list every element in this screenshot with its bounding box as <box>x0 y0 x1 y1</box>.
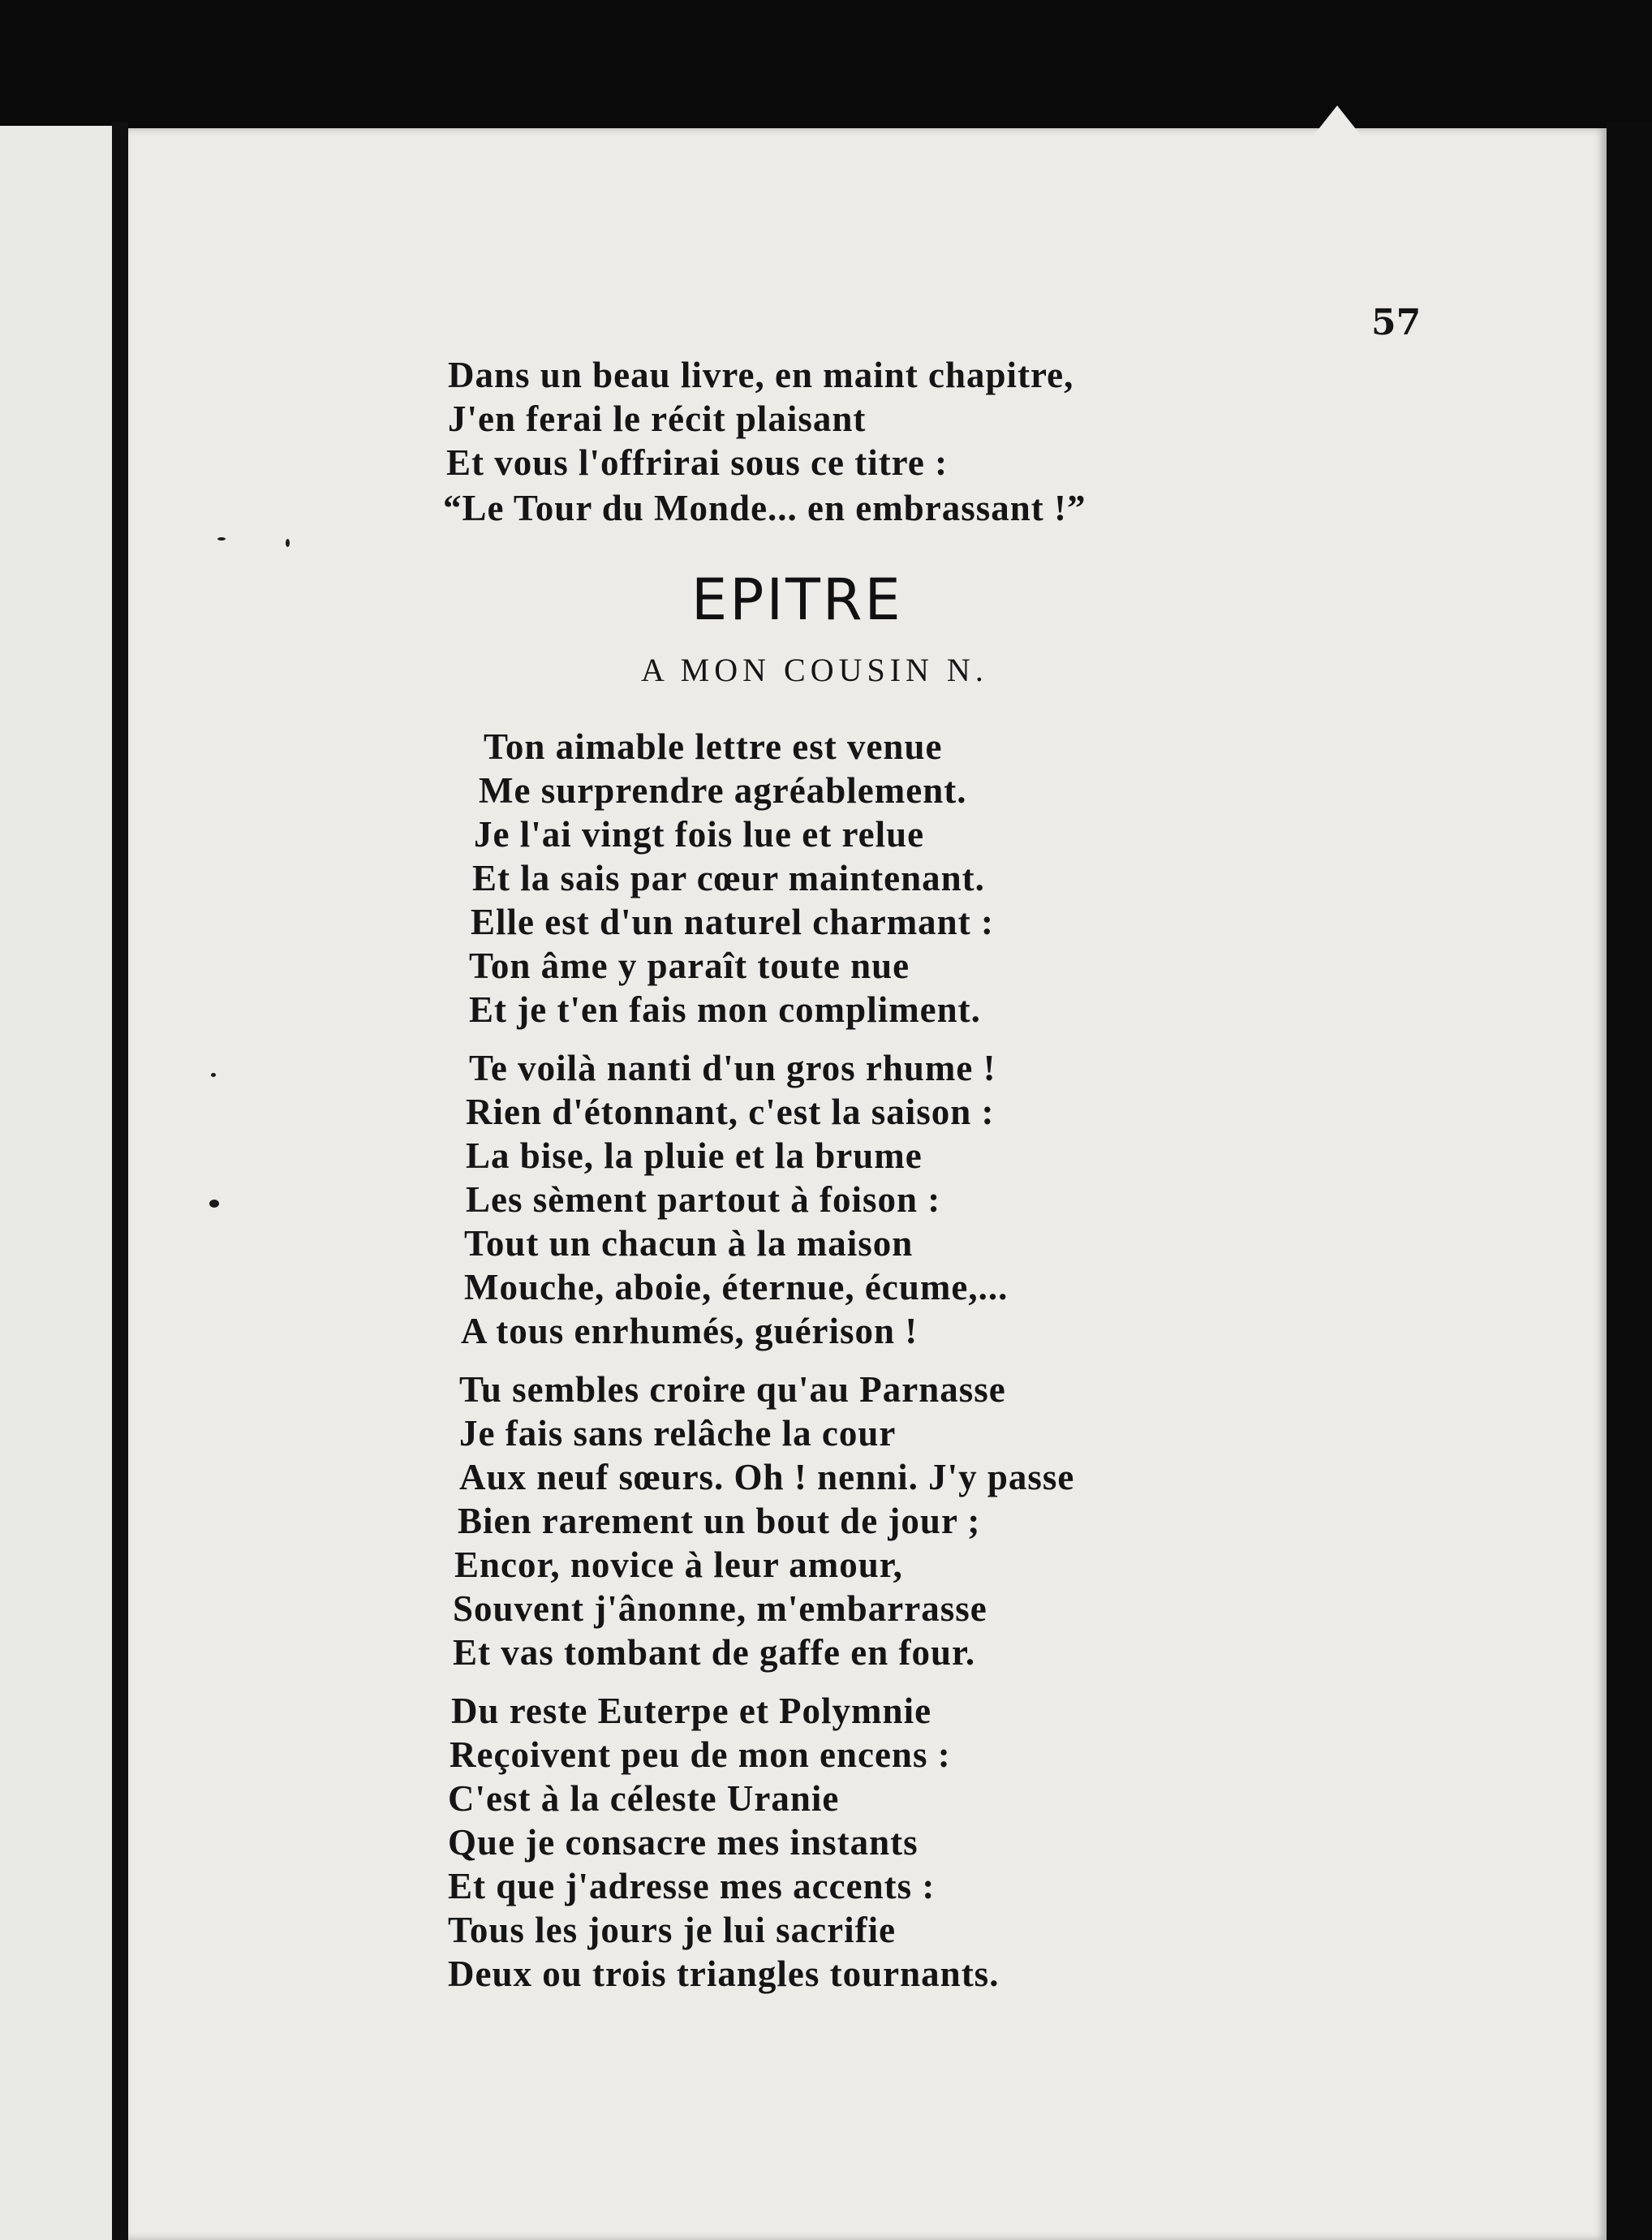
verse-line: Elle est d'un naturel charmant : <box>471 902 994 942</box>
intro-line: Dans un beau livre, en maint chapitre, <box>448 355 1074 395</box>
poem-title: EPITRE <box>691 566 903 633</box>
verse-line: Tous les jours je lui sacrifie <box>448 1910 897 1950</box>
verse-line: Et je t'en fais mon compliment. <box>469 989 981 1030</box>
verse-line: Ton âme y paraît toute nue <box>469 946 910 986</box>
verse-line: Et que j'adresse mes accents : <box>448 1866 936 1906</box>
verse-line: Te voilà nanti d'un gros rhume ! <box>469 1048 996 1088</box>
verse-line: Tu sembles croire qu'au Parnasse <box>459 1369 1006 1410</box>
poem-subtitle: A MON COUSIN N. <box>641 652 988 688</box>
verse-line: C'est à la céleste Uranie <box>448 1778 840 1819</box>
verse-line: Je l'ai vingt fois lue et relue <box>474 814 925 855</box>
verse-line: Et vas tombant de gaffe en four. <box>453 1632 976 1673</box>
verse-line: Je fais sans relâche la cour <box>459 1413 897 1454</box>
verse-line: Deux ou trois triangles tournants. <box>448 1954 1000 1994</box>
verse-line: Souvent j'ânonne, m'embarrasse <box>453 1588 987 1629</box>
verse-line: Que je consacre mes instants <box>448 1822 918 1863</box>
intro-line: J'en ferai le récit plaisant <box>448 398 867 439</box>
verse-line: Tout un chacun à la maison <box>464 1223 914 1264</box>
verse-line: Bien rarement un bout de jour ; <box>458 1501 981 1541</box>
verse-line: Ton aimable lettre est venue <box>484 726 943 767</box>
verse-line: Du reste Euterpe et Polymnie <box>451 1691 932 1731</box>
intro-line: “Le Tour du Monde... en embrassant !” <box>443 488 1086 528</box>
verse-line: Mouche, aboie, éternue, écume,... <box>464 1267 1009 1307</box>
verse-line: Reçoivent peu de mon encens : <box>450 1734 951 1775</box>
page-number: 57 <box>1371 302 1422 343</box>
verse-line: Aux neuf sœurs. Oh ! nenni. J'y passe <box>459 1457 1075 1497</box>
verse-line: Les sèment partout à foison : <box>466 1179 941 1220</box>
verse-line: Encor, novice à leur amour, <box>454 1544 903 1585</box>
verse-line: Et la sais par cœur maintenant. <box>472 858 985 898</box>
verse-line: La bise, la pluie et la brume <box>466 1135 923 1176</box>
verse-line: Rien d'étonnant, c'est la saison : <box>466 1092 995 1132</box>
verse-line: A tous enrhumés, guérison ! <box>461 1311 918 1351</box>
verse-line: Me surprendre agréablement. <box>479 770 967 811</box>
intro-line: Et vous l'offrirai sous ce titre : <box>446 442 949 483</box>
